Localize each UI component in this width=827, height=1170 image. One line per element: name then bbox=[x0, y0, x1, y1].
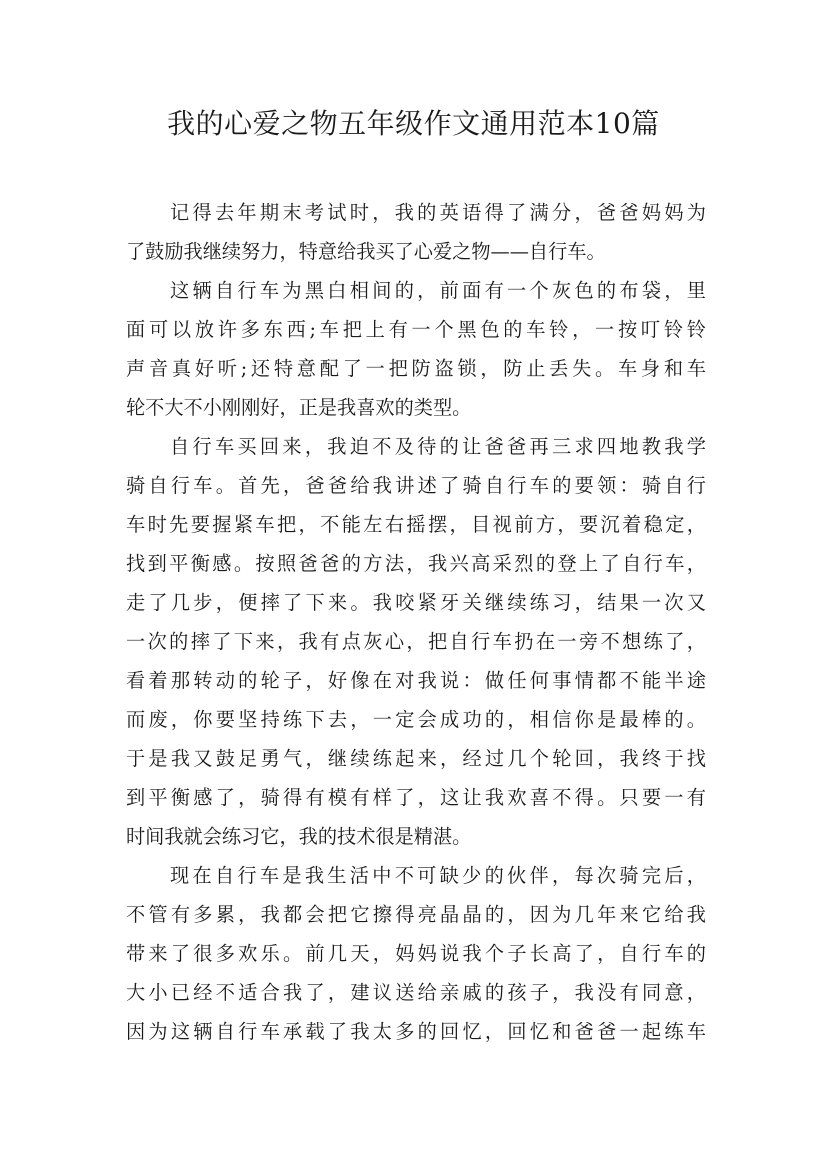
text-line: 找到平衡感。按照爸爸的方法，我兴高采烈的登上了自行车， bbox=[126, 552, 706, 575]
paragraph bbox=[126, 193, 706, 271]
text-line: 声音真好听;还特意配了一把防盗锁，防止丢失。车身和车 bbox=[126, 357, 706, 380]
text-line: 时间我就会练习它，我的技术很是精湛。 bbox=[126, 825, 472, 848]
text-line: 走了几步，便摔了下来。我咬紧牙关继续练习，结果一次又 bbox=[126, 591, 706, 614]
text-line: 因为这辆自行车承载了我太多的回忆，回忆和爸爸一起练车 bbox=[126, 1020, 706, 1043]
text-line: 了鼓励我继续努力，特意给我买了心爱之物——自行车。 bbox=[126, 240, 606, 263]
text-line: 自行车买回来，我迫不及待的让爸爸再三求四地教我学 bbox=[170, 435, 706, 458]
text-line: 大小已经不适合我了，建议送给亲戚的孩子，我没有同意， bbox=[126, 981, 706, 1004]
text-line: 这辆自行车为黑白相间的，前面有一个灰色的布袋，里 bbox=[170, 279, 706, 302]
text-line: 到平衡感了，骑得有模有样了，这让我欢喜不得。只要一有 bbox=[126, 786, 706, 809]
text-line: 面可以放许多东西;车把上有一个黑色的车铃，一按叮铃铃 bbox=[126, 318, 706, 341]
paragraph bbox=[126, 271, 706, 427]
text-line: 一次的摔了下来，我有点灰心，把自行车扔在一旁不想练了， bbox=[126, 630, 706, 653]
paragraph bbox=[126, 427, 706, 856]
document-title: 我的心爱之物五年级作文通用范本10篇 bbox=[167, 107, 660, 140]
paragraph bbox=[126, 856, 706, 1051]
text-line: 于是我又鼓足勇气，继续练起来，经过几个轮回，我终于找 bbox=[126, 747, 706, 770]
text-line: 不管有多累，我都会把它擦得亮晶晶的，因为几年来它给我 bbox=[126, 903, 706, 926]
text-line: 轮不大不小刚刚好，正是我喜欢的类型。 bbox=[126, 396, 472, 419]
text-line: 骑自行车。首先，爸爸给我讲述了骑自行车的要领：骑自行 bbox=[126, 474, 706, 497]
text-line: 记得去年期末考试时，我的英语得了满分，爸爸妈妈为 bbox=[170, 201, 706, 224]
text-line: 带来了很多欢乐。前几天，妈妈说我个子长高了，自行车的 bbox=[126, 942, 706, 965]
text-line: 车时先要握紧车把，不能左右摇摆，目视前方，要沉着稳定， bbox=[126, 513, 706, 536]
text-line: 看着那转动的轮子，好像在对我说：做任何事情都不能半途 bbox=[126, 669, 706, 692]
text-line: 现在自行车是我生活中不可缺少的伙伴，每次骑完后， bbox=[170, 864, 706, 887]
text-line: 而废，你要坚持练下去，一定会成功的，相信你是最棒的。 bbox=[126, 708, 706, 731]
document-body bbox=[126, 193, 706, 1051]
